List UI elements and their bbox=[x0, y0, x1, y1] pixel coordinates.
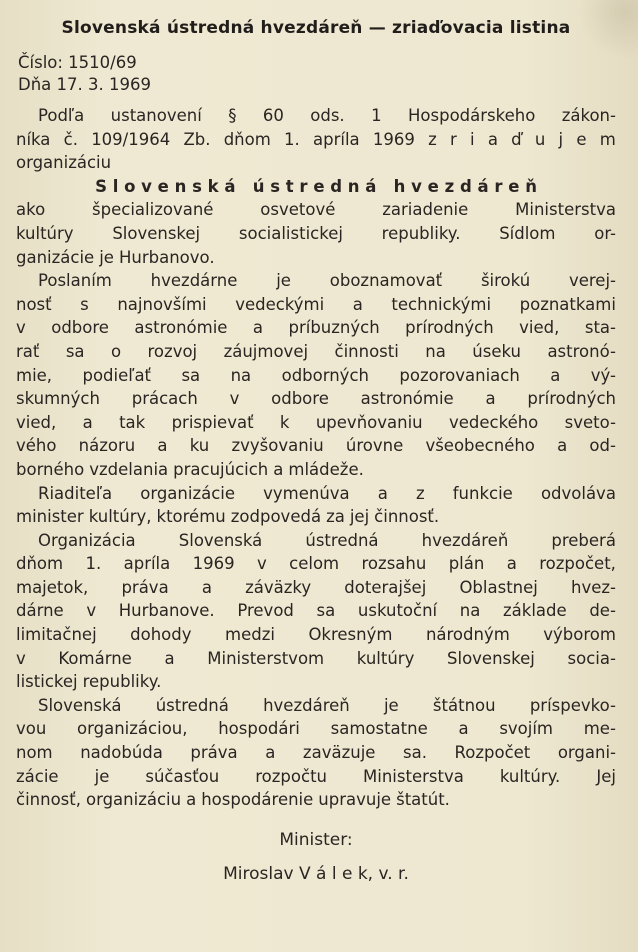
document-date: Dňa 17. 3. 1969 bbox=[18, 75, 151, 94]
signature-role: Minister: bbox=[279, 829, 353, 850]
text-line: borného vzdelania pracujúcich a mládeže. bbox=[16, 459, 364, 479]
text-line: v Komárne a Ministerstvom kultúry Slovenskej socia- bbox=[16, 648, 616, 668]
document-number: Číslo: 1510/69 bbox=[18, 53, 137, 72]
text-line: Organizácia Slovenská ústredná hvezdáreň preberá bbox=[38, 530, 616, 550]
text-line: dárne v Hurbanove. Prevod sa uskutoční na základe de- bbox=[16, 601, 616, 621]
text-line: vou organizáciou, hospodári samostatne a svojím me- bbox=[16, 719, 616, 739]
signature-block bbox=[16, 830, 616, 884]
text-line: nom nadobúda práva a zaväzuje sa. Rozpočet organi- bbox=[16, 743, 616, 763]
text-line: Podľa ustanovení § 60 ods. 1 Hospodárskeho zákon- bbox=[38, 106, 616, 125]
text-line: organizáciu bbox=[16, 153, 112, 173]
text-line: Riaditeľa organizácie vymenúva a z funkcie odvoláva bbox=[38, 483, 616, 503]
text-line: zácie je súčasťou rozpočtu Ministerstva kultúry. Jej bbox=[16, 766, 616, 786]
text-line: majetok, práva a záväzky doterajšej Oblastnej hvez- bbox=[16, 577, 616, 597]
text-line: dňom 1. apríla 1969 v celom rozsahu plán a rozpočet, bbox=[16, 554, 616, 574]
text-line: níka č. 109/1964 Zb. dňom 1. apríla 1969 z r i a ď u j e m bbox=[16, 129, 616, 149]
text-line: skumných prácach v odbore astronómie a prírodných bbox=[16, 389, 616, 409]
text-line: ganizácie je Hurbanovo. bbox=[16, 247, 215, 267]
text-line: v odbore astronómie a príbuzných prírodných vied, sta- bbox=[16, 318, 616, 338]
text-line: Slovenská ústredná hvezdáreň je štátnou príspevko- bbox=[38, 695, 616, 715]
text-line: listickej republiky. bbox=[16, 672, 162, 692]
paper-stain bbox=[578, 0, 638, 60]
text-line: kultúry Slovenskej socialistickej republiky. Sídlom or- bbox=[16, 223, 616, 243]
text-line: S l o v e n s k á ú s t r e d n á h v e z d á r e ň bbox=[95, 176, 537, 196]
text-line: vého názoru a ku zvyšovaniu úrovne všeobecného a od- bbox=[16, 436, 616, 456]
text-line: mie, podieľať sa na odborných pozorovaniach a vý- bbox=[16, 365, 616, 385]
text-line: činnosť, organizáciu a hospodárenie upravuje štatút. bbox=[16, 790, 450, 810]
text-line: nosť s najnovšími vedeckými a technickými poznatkami bbox=[16, 294, 616, 314]
signature-name: Miroslav V á l e k, v. r. bbox=[223, 863, 409, 884]
document-body bbox=[16, 104, 616, 812]
text-line: minister kultúry, ktorému zodpovedá za jej činnosť. bbox=[16, 507, 440, 527]
text-line: ako špecializované osvetové zariadenie Ministerstva bbox=[16, 200, 616, 220]
text-line: Poslaním hvezdárne je oboznamovať širokú verej- bbox=[38, 271, 616, 291]
text-line: limitačnej dohody medzi Okresným národným výborom bbox=[16, 625, 616, 645]
document-title: Slovenská ústredná hvezdáreň — zriaďovacia listina bbox=[61, 18, 571, 38]
text-line: rať sa o rozvoj záujmovej činnosti na úseku astronó- bbox=[16, 341, 616, 361]
text-line: vied, a tak prispievať k upevňovaniu vedeckého sveto- bbox=[16, 412, 616, 432]
